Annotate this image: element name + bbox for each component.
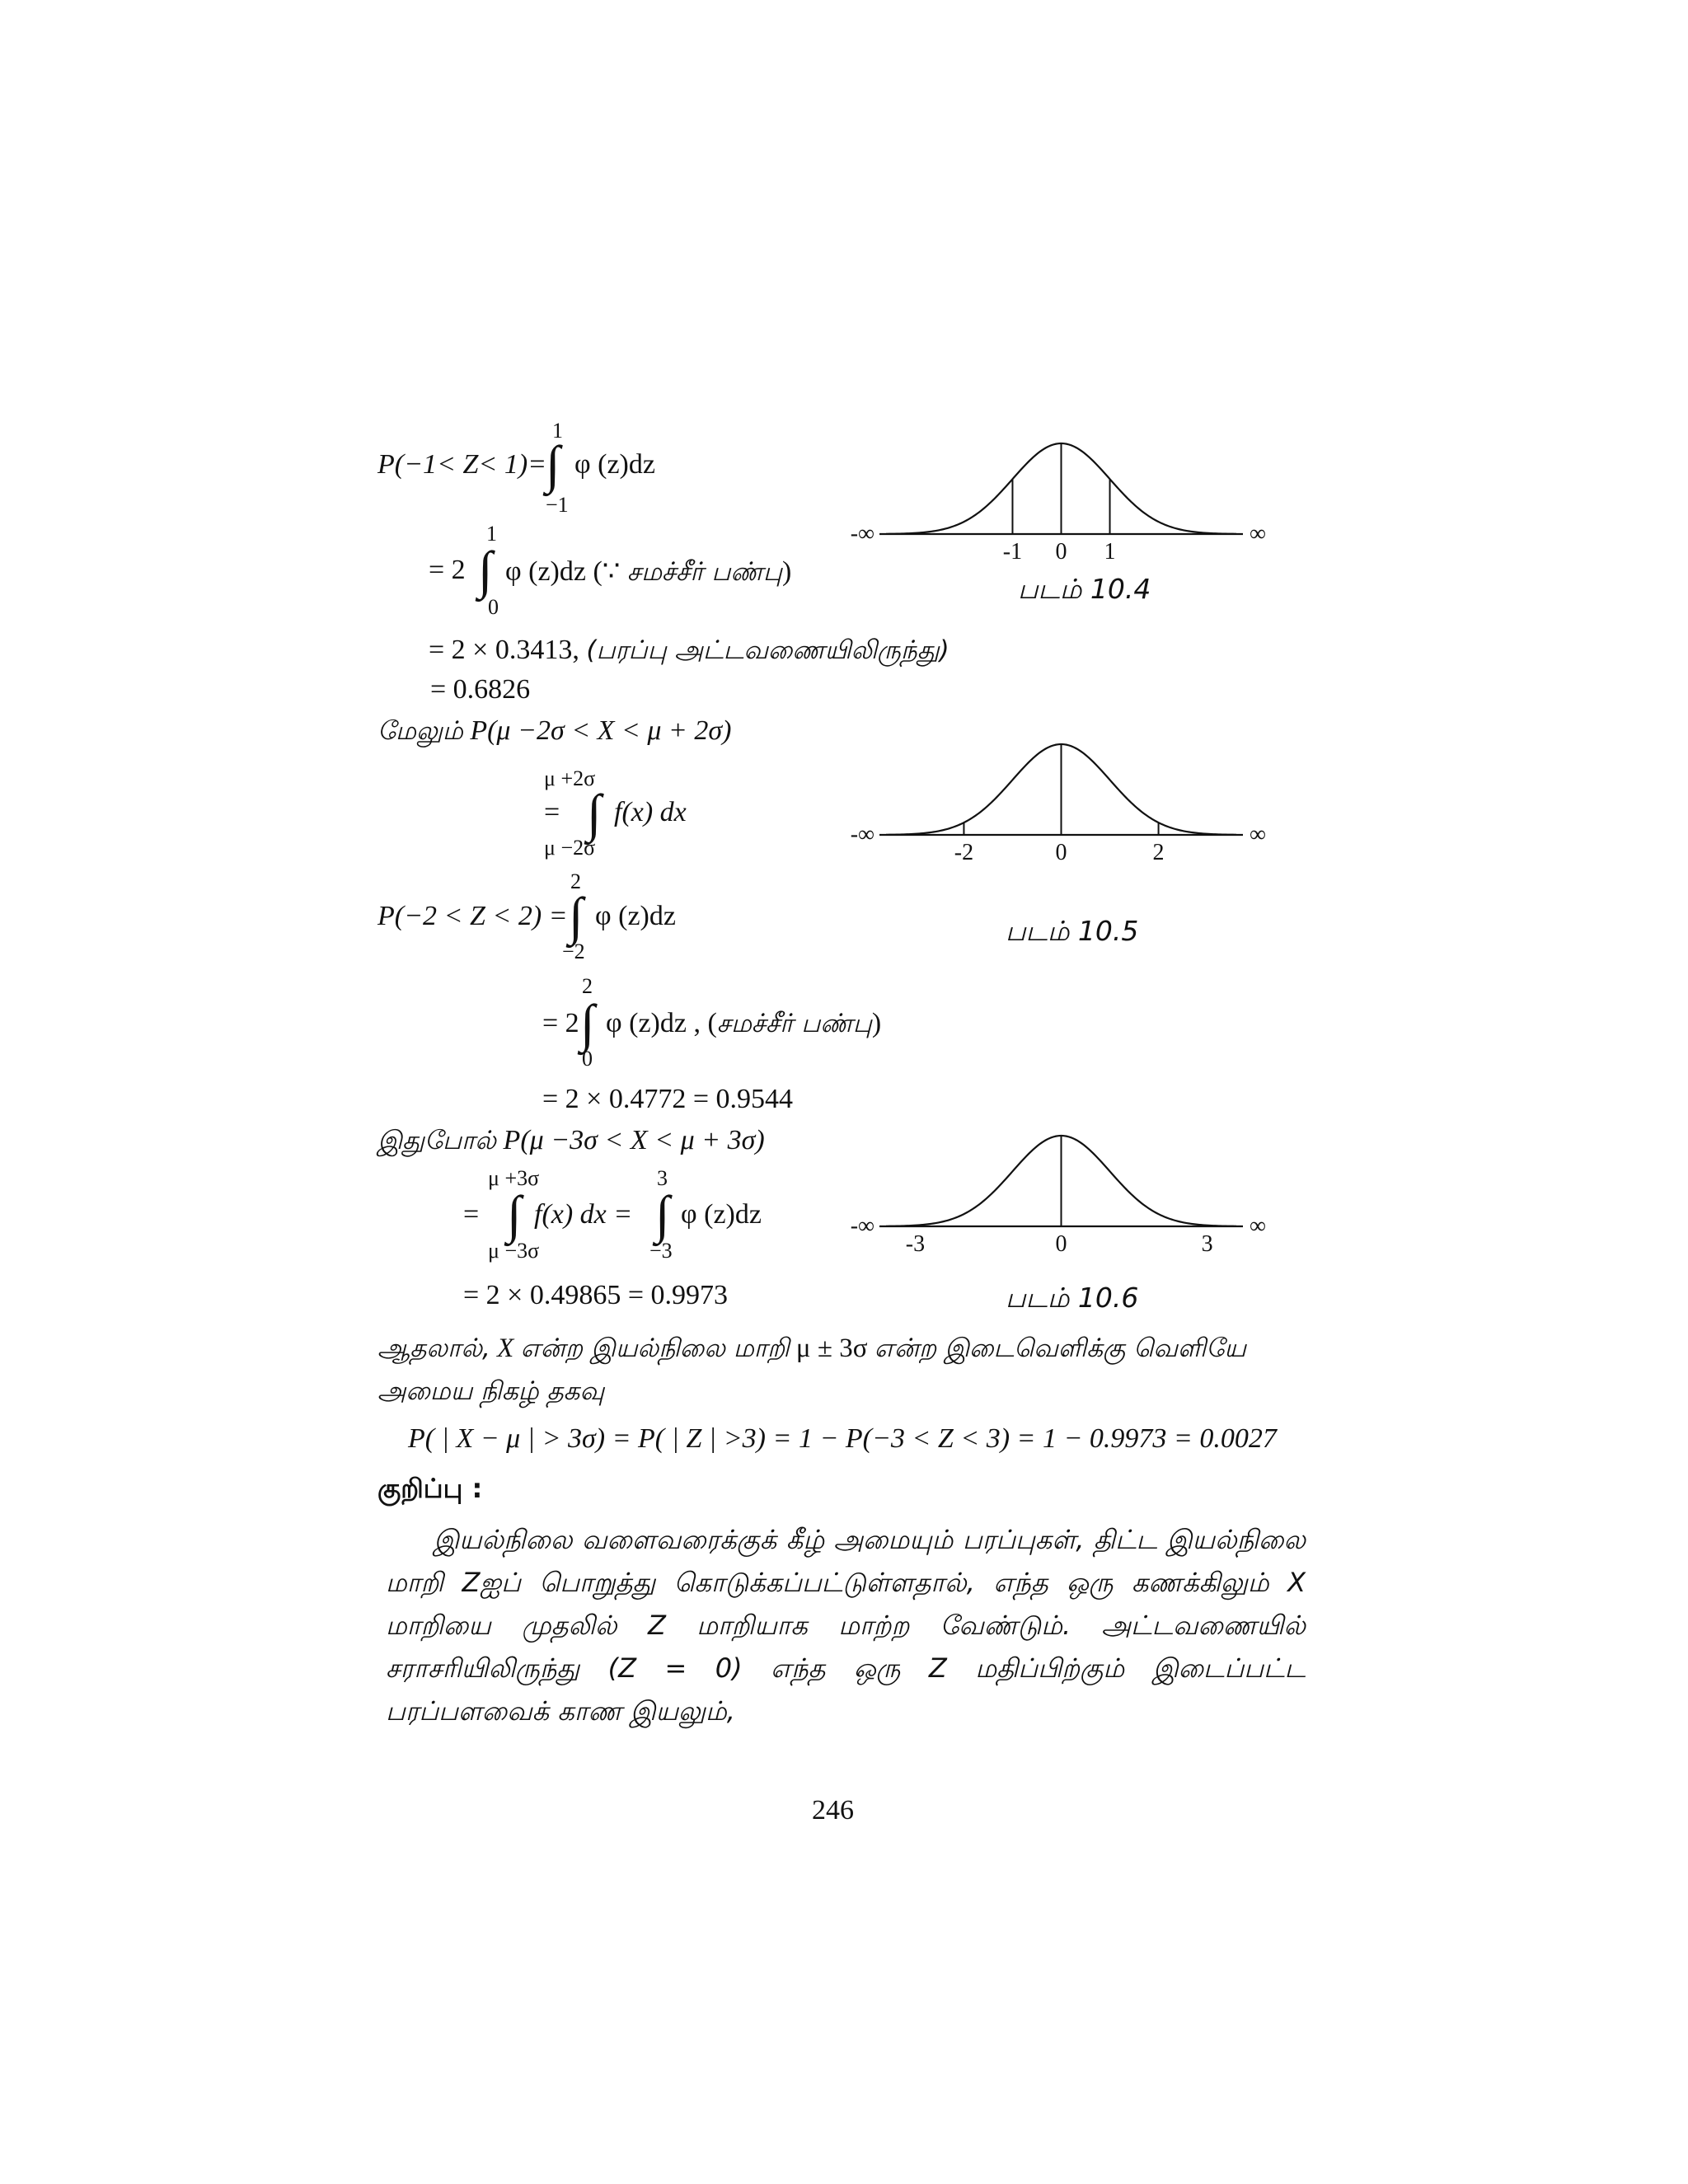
int3-upper: 2 bbox=[582, 974, 593, 998]
tick-label: 0 bbox=[1055, 539, 1067, 565]
int-lower: μ −2σ bbox=[544, 836, 596, 860]
block3-lead-line: இதுபோல் P(μ −3σ < X < μ + 3σ) bbox=[377, 1125, 765, 1155]
integral-sign: ∫ bbox=[655, 1185, 670, 1244]
integral-sign: ∫ bbox=[546, 435, 560, 494]
int-body: f(x) dx bbox=[614, 797, 687, 827]
int-body: f(x) dx = bbox=[534, 1199, 633, 1230]
eq-sign: = bbox=[463, 1199, 480, 1230]
conclusion-line-2: அமைய நிகழ் தகவு bbox=[377, 1376, 605, 1406]
page-number: 246 bbox=[812, 1795, 854, 1825]
int3-lower: 0 bbox=[582, 1047, 593, 1071]
eq3-prefix: = 2 bbox=[542, 1008, 579, 1038]
eq-sign: = bbox=[544, 797, 560, 827]
axis-right-label: ∞ bbox=[1250, 521, 1266, 546]
tick-label: -1 bbox=[1002, 539, 1023, 565]
int2-body: φ (z)dz bbox=[681, 1199, 762, 1230]
conclusion-formula: P( | X − μ | > 3σ) = P( | Z | >3) = 1 − P(−3 < Z < 3) = 1 − 0.9973 = 0.0027 bbox=[408, 1423, 1277, 1454]
eq1-lhs: P(−1< Z< 1)= bbox=[377, 449, 547, 480]
int2-upper: 2 bbox=[570, 869, 581, 893]
eq3: = 2 × 0.3413, (பரப்பு அட்டவணையிலிருந்து) bbox=[429, 635, 950, 665]
integral-sign: ∫ bbox=[569, 887, 584, 945]
axis-right-label: ∞ bbox=[1250, 822, 1266, 847]
figure-10-4 bbox=[824, 412, 1302, 593]
integral-sign: ∫ bbox=[478, 541, 493, 599]
tick-label: 3 bbox=[1201, 1231, 1213, 1257]
int1-lower: −1 bbox=[546, 493, 569, 517]
integral-sign: ∫ bbox=[507, 1185, 522, 1244]
int3-body: φ (z)dz , (சமச்சீர் பண்பு) bbox=[606, 1008, 882, 1038]
figure-10-6 bbox=[824, 1104, 1302, 1269]
note-heading: குறிப்பு : bbox=[377, 1473, 483, 1504]
integral-sign: ∫ bbox=[580, 994, 595, 1052]
int2-lower: −2 bbox=[562, 940, 585, 963]
eq2: = 2 × 0.49865 = 0.9973 bbox=[463, 1280, 729, 1310]
int1-body: φ (z)dz bbox=[574, 449, 655, 480]
int2-lower: −3 bbox=[649, 1239, 673, 1263]
int2-upper: 1 bbox=[486, 522, 497, 546]
int-upper: μ +3σ bbox=[488, 1166, 540, 1190]
figure-10-5 bbox=[824, 713, 1302, 878]
axis-right-label: ∞ bbox=[1250, 1213, 1266, 1239]
int-lower: μ −3σ bbox=[488, 1239, 540, 1263]
axis-left-label: -∞ bbox=[850, 822, 874, 847]
caption-10-4: படம் 10.4 bbox=[1018, 573, 1151, 605]
note-paragraph: இயல்நிலை வளைவரைக்குக் கீழ் அமையும் பரப்புகள், திட்ட இயல்நிலை மாறி Zஐப் பொறுத்து கொடுக்கப்பட்டுள்ளதால், எந்த ஒரு கணக்கிலும் X மாறியை முதலில் Z மாறியாக மாற்ற வேண்டும். அட்டவணையில் சராசரியிலிருந்து (Z = 0) எந்த ஒரு Z மதிப்பிற்கும் இடைப்பட்ட பரப்பளவைக் காண இயலும், bbox=[386, 1524, 1306, 1727]
int2-lower: 0 bbox=[488, 595, 499, 619]
eq2-lhs: P(−2 < Z < 2) = bbox=[377, 901, 568, 931]
caption-10-6: படம் 10.6 bbox=[1006, 1282, 1139, 1314]
tick-label: 1 bbox=[1104, 539, 1116, 565]
eq4: = 2 × 0.4772 = 0.9544 bbox=[542, 1084, 794, 1114]
tick-label: 0 bbox=[1055, 840, 1067, 865]
caption-10-5: படம் 10.5 bbox=[1006, 915, 1139, 947]
int-upper: μ +2σ bbox=[544, 766, 596, 790]
int2-upper: 3 bbox=[657, 1166, 668, 1190]
int2-body: φ (z)dz bbox=[595, 901, 676, 931]
tick-label: 2 bbox=[1152, 840, 1165, 865]
eq2-prefix: = 2 bbox=[429, 555, 466, 585]
tick-label: -2 bbox=[954, 840, 974, 865]
int2-body: φ (z)dz (∵ சமச்சீர் பண்பு) bbox=[505, 556, 792, 587]
tick-label: 0 bbox=[1055, 1231, 1067, 1257]
conclusion-line-1: ஆதலால், X என்ற இயல்நிலை மாறி μ ± 3σ என்ற இடைவெளிக்கு வெளியே bbox=[377, 1333, 1246, 1363]
integral-sign: ∫ bbox=[587, 784, 602, 842]
tick-label: -3 bbox=[905, 1231, 926, 1257]
int1-upper: 1 bbox=[552, 419, 563, 443]
block2-lead-line: மேலும் P(μ −2σ < X < μ + 2σ) bbox=[377, 715, 732, 746]
eq4: = 0.6826 bbox=[430, 674, 531, 705]
axis-left-label: -∞ bbox=[850, 1213, 874, 1239]
axis-left-label: -∞ bbox=[850, 521, 874, 546]
